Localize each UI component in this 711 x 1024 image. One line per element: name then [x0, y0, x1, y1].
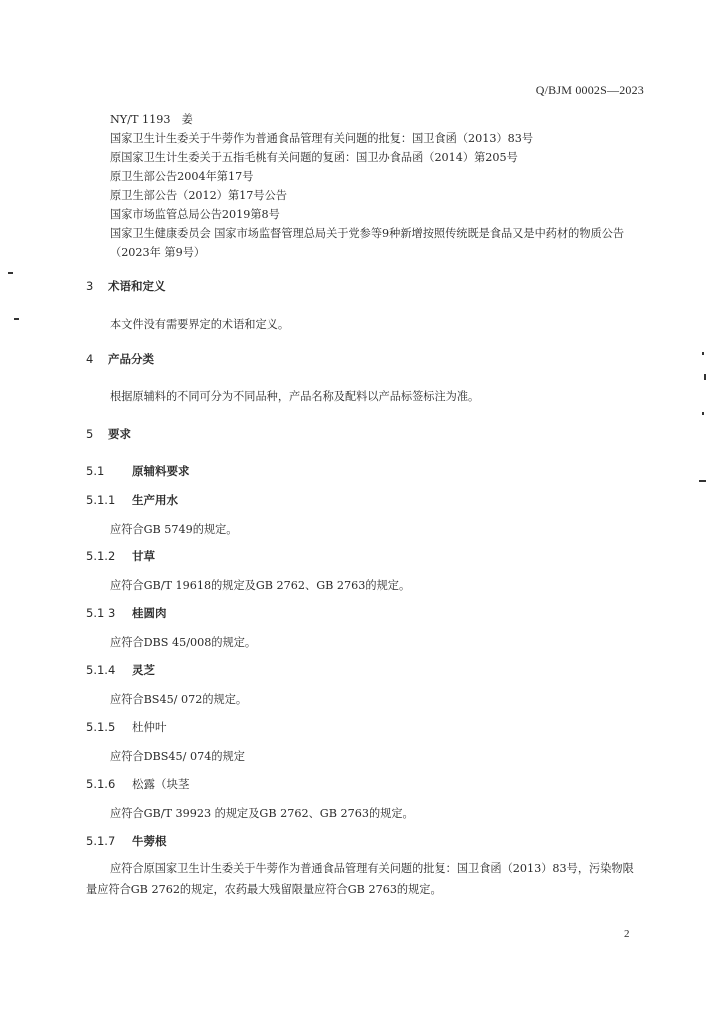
section-number: 5.1.7 [86, 834, 116, 848]
section-title: 产品分类 [108, 352, 154, 366]
section-title: 生产用水 [132, 493, 178, 507]
page-number: 2 [624, 928, 630, 940]
section-title: 杜仲叶 [132, 720, 167, 734]
scan-mark [8, 272, 13, 274]
section-title: 牛蒡根 [132, 834, 167, 848]
section-number: 4 [86, 352, 94, 366]
section-heading-5-1-3 [86, 605, 167, 621]
reference-item: 国家卫生健康委员会 国家市场监督管理总局关于党参等9种新增按照传统既是食品又是中药材的物质公告（2023年 第9号） [110, 227, 625, 259]
section-number: 5.1.4 [86, 663, 116, 677]
section-heading-5-1-2 [86, 548, 155, 564]
section-number: 5 [86, 427, 94, 441]
section-title: 术语和定义 [108, 279, 166, 293]
section-heading-5-1-5 [86, 719, 167, 735]
section-heading-5-1-7 [86, 833, 167, 849]
reference-item: 国家市场监管总局公告2019第8号 [110, 208, 280, 221]
section-number: 5.1.2 [86, 549, 116, 563]
section-title: 要求 [108, 427, 131, 441]
section-number: 5.1.1 [86, 493, 116, 507]
section-number: 3 [86, 279, 94, 293]
section-title: 松露（块茎 [132, 777, 190, 791]
section-heading-5 [86, 426, 131, 442]
section-heading-5-1 [86, 463, 190, 479]
section-heading-4 [86, 351, 154, 367]
reference-item: 原卫生部公告2004年第17号 [110, 170, 254, 183]
normative-references-list [110, 110, 650, 262]
reference-item: 原卫生部公告（2012）第17号公告 [110, 189, 287, 202]
reference-item: 原国家卫生计生委关于五指毛桃有关问题的复函：国卫办食品函（2014）第205号 [110, 151, 518, 164]
section-number: 5.1.5 [86, 720, 116, 734]
section-title: 甘草 [132, 549, 155, 563]
section-text: 应符合DBS45/ 074的规定 [110, 750, 245, 763]
section-number: 5.1 3 [86, 606, 116, 620]
reference-item: NY/T 1193 姜 [110, 113, 193, 126]
section-text: 应符合DBS 45/008的规定。 [110, 636, 257, 649]
section-text: 应符合GB 5749的规定。 [110, 523, 238, 536]
section-number: 5.1 [86, 464, 105, 478]
section-title: 灵芝 [132, 663, 155, 677]
reference-item: 国家卫生计生委关于牛蒡作为普通食品管理有关问题的批复：国卫食函（2013）83号 [110, 132, 534, 145]
section-paragraph: 应符合原国家卫生计生委关于牛蒡作为普通食品管理有关问题的批复：国卫食函（2013）83号，污染物限量应符合GB 2762的规定，农药最大残留限量应符合GB 2763的规定。 [86, 862, 634, 896]
section-title: 桂圆肉 [132, 606, 167, 620]
scan-mark [14, 318, 19, 320]
scan-mark [699, 480, 706, 482]
section-heading-3 [86, 278, 166, 294]
section-text: 应符合GB/T 19618的规定及GB 2762、GB 2763的规定。 [110, 579, 411, 592]
section-heading-5-1-4 [86, 662, 155, 678]
scan-mark [704, 374, 706, 380]
section-text: 应符合GB/T 39923 的规定及GB 2762、GB 2763的规定。 [110, 807, 414, 820]
section-text: 根据原辅料的不同可分为不同品种，产品名称及配料以产品标签标注为准。 [110, 390, 480, 403]
scan-mark [702, 412, 704, 415]
section-title: 原辅料要求 [132, 464, 190, 478]
scan-mark [702, 352, 704, 355]
section-heading-5-1-6 [86, 776, 190, 792]
section-heading-5-1-1 [86, 492, 178, 508]
section-text: 应符合BS45/ 072的规定。 [110, 693, 248, 706]
section-text: 本文件没有需要界定的术语和定义。 [110, 318, 290, 331]
standard-code: Q/BJM 0002S—2023 [535, 83, 644, 97]
section-number: 5.1.6 [86, 777, 116, 791]
